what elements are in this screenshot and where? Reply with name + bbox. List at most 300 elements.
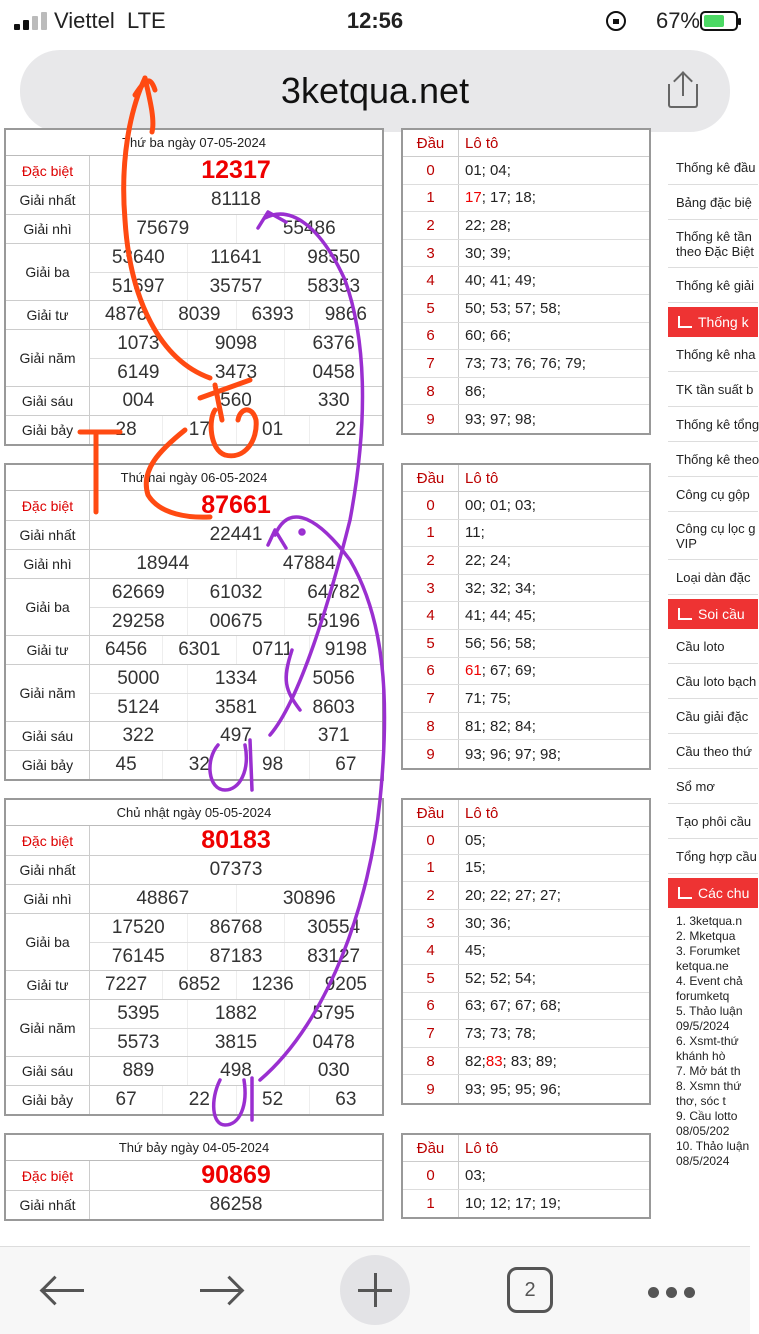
prize-row-first <box>6 186 382 215</box>
prize-number: 87661 <box>201 491 271 519</box>
prize-label: Giải năm <box>6 330 90 386</box>
prize-number: 030 <box>284 1057 382 1085</box>
prize-label: Giải năm <box>6 665 90 721</box>
prize-number: 45 <box>115 754 137 775</box>
prize-number: 9866 <box>309 301 382 329</box>
loto-head-digit: 6 <box>403 323 459 350</box>
loto-row <box>403 378 649 406</box>
loto-head-digit: 5 <box>403 630 459 657</box>
arrow-left-icon <box>44 1289 84 1292</box>
loto-head-digit: 6 <box>403 993 459 1020</box>
new-tab-button[interactable] <box>340 1255 410 1325</box>
loto-values: 30; 36; <box>465 914 511 932</box>
prize-row-seventh <box>6 1086 382 1114</box>
prize-number: 5124 <box>117 696 160 718</box>
prize-label: Giải sáu <box>6 722 90 750</box>
battery-percent: 67% <box>655 8 700 33</box>
prize-row-fifth <box>6 1000 382 1057</box>
loto-head-digit: 5 <box>403 295 459 322</box>
prize-row-fourth <box>6 971 382 1000</box>
sidebar-link[interactable]: Cầu giải đặc <box>668 699 758 734</box>
loto-row <box>403 267 649 295</box>
prize-number: 52 <box>236 1086 309 1114</box>
prize-number: 560 <box>187 387 285 415</box>
prize-row-seventh <box>6 751 382 779</box>
topic-link[interactable]: 1. 3ketqua.n <box>676 914 743 928</box>
result-table <box>4 128 384 446</box>
topic-link[interactable]: ketqua.ne <box>676 959 729 973</box>
loto-values: 22; 28; <box>465 216 511 234</box>
prize-number: 83127 <box>284 943 382 970</box>
loto-head-digit: 0 <box>403 827 459 854</box>
prize-number: 22441 <box>209 524 263 545</box>
loto-head-digit: 8 <box>403 713 459 740</box>
prize-label: Đặc biệt <box>6 1161 90 1190</box>
topic-link[interactable]: 10. Thảo luận <box>676 1139 750 1153</box>
more-menu-button[interactable] <box>648 1287 696 1299</box>
result-table <box>4 798 384 1116</box>
search-icon <box>678 608 692 620</box>
loto-row <box>403 993 649 1021</box>
prize-number: 61032 <box>187 579 285 607</box>
topic-link[interactable]: thơ, sóc t <box>676 1094 726 1108</box>
result-date-header: Thứ ba ngày 07-05-2024 <box>6 130 382 156</box>
prize-label: Giải nhì <box>6 215 90 243</box>
loto-head-digit: 2 <box>403 212 459 239</box>
loto-row <box>403 602 649 630</box>
loto-values: 40; 41; 49; <box>465 272 536 290</box>
prize-number: 67 <box>309 751 382 779</box>
sidebar-link[interactable]: Tổng hợp cầu <box>668 839 758 874</box>
prize-row-fourth <box>6 636 382 665</box>
loto-head-digit: 0 <box>403 492 459 519</box>
prize-number: 75679 <box>136 218 190 239</box>
prize-number: 17520 <box>111 917 165 938</box>
sidebar-link[interactable]: Loại dàn đặc <box>668 560 758 595</box>
loto-table <box>401 463 651 770</box>
loto-highlight: 61 <box>465 662 482 680</box>
loto-table <box>401 798 651 1105</box>
prize-number: 98550 <box>284 244 382 272</box>
loto-head-digit: 8 <box>403 378 459 405</box>
loto-values: 15; <box>465 859 486 877</box>
loto-values: 82; 83 ; 83; 89; <box>465 1052 557 1070</box>
prize-number: 004 <box>122 390 155 411</box>
prize-number: 6852 <box>162 971 235 999</box>
loto-values: 30; 39; <box>465 244 511 262</box>
prize-number: 1334 <box>187 665 285 693</box>
loto-values: 60; 66; <box>465 327 511 345</box>
loto-row <box>403 855 649 883</box>
loto-values: 22; 24; <box>465 551 511 569</box>
loto-head-digit: 7 <box>403 350 459 377</box>
loto-head-label: Đầu <box>403 130 459 156</box>
topic-link[interactable]: khánh hò <box>676 1049 726 1063</box>
loto-head-digit: 2 <box>403 882 459 909</box>
prize-number: 12317 <box>201 156 271 184</box>
sidebar-link[interactable]: Công cụ lọc g VIP <box>668 512 758 560</box>
prize-label: Giải ba <box>6 579 90 635</box>
loto-row <box>403 350 649 378</box>
prize-number: 58353 <box>284 273 382 300</box>
prize-number: 67 <box>115 1089 137 1110</box>
loto-values: 00; 01; 03; <box>465 496 536 514</box>
loto-head-digit: 5 <box>403 965 459 992</box>
topic-link[interactable]: 4. Event chả <box>676 974 743 988</box>
topic-link[interactable]: 8. Xsmn thứ <box>676 1079 742 1093</box>
loto-head-digit: 9 <box>403 1075 459 1103</box>
topic-link[interactable]: 5. Thảo luận <box>676 1004 743 1018</box>
loto-row <box>403 212 649 240</box>
prize-number: 497 <box>187 722 285 750</box>
prize-number: 51697 <box>111 275 165 297</box>
prize-row-fourth <box>6 301 382 330</box>
loto-values: 01; 04; <box>465 161 511 179</box>
prize-label: Giải nhất <box>6 521 90 549</box>
loto-head-digit: 2 <box>403 547 459 574</box>
loto-values: 93; 96; 97; 98; <box>465 745 561 763</box>
prize-number: 30554 <box>284 914 382 942</box>
topic-link[interactable]: 6. Xsmt-thứ <box>676 1034 739 1048</box>
prize-number: 330 <box>284 387 382 415</box>
sidebar-link[interactable]: Thống kê nha <box>668 337 758 372</box>
loto-values: 81; 82; 84; <box>465 717 536 735</box>
prize-number: 5395 <box>117 1003 160 1024</box>
prize-number: 1882 <box>187 1000 285 1028</box>
prize-number: 00675 <box>187 608 285 635</box>
loto-head-label: Đầu <box>403 465 459 491</box>
prize-number: 22 <box>309 416 382 444</box>
carrier-label: Viettel LTE <box>54 8 166 33</box>
prize-number: 63 <box>309 1086 382 1114</box>
prize-label: Giải ba <box>6 914 90 970</box>
prize-row-special <box>6 491 382 521</box>
result-date-header: Chủ nhật ngày 05-05-2024 <box>6 800 382 826</box>
prize-label: Giải tư <box>6 971 90 999</box>
result-table <box>4 463 384 781</box>
prize-row-sixth <box>6 387 382 416</box>
loto-tail-label: Lô tô <box>465 134 499 152</box>
prize-number: 86768 <box>187 914 285 942</box>
prize-label: Giải sáu <box>6 1057 90 1085</box>
prize-number: 889 <box>122 1060 155 1081</box>
loto-table <box>401 1133 651 1219</box>
loto-tail-label: Lô tô <box>465 1139 499 1157</box>
prize-label: Giải nhất <box>6 856 90 884</box>
prize-number: 8603 <box>284 694 382 721</box>
loto-head-digit: 3 <box>403 240 459 267</box>
prize-row-special <box>6 1161 382 1191</box>
prize-label: Giải ba <box>6 244 90 300</box>
loto-row <box>403 630 649 658</box>
prize-label: Giải tư <box>6 301 90 329</box>
sidebar-link[interactable]: Cầu loto bạch <box>668 664 758 699</box>
loto-values: 50; 53; 57; 58; <box>465 299 561 317</box>
right-sidebar <box>668 150 758 1169</box>
prize-row-seventh <box>6 416 382 444</box>
prize-number: 5795 <box>284 1000 382 1028</box>
prize-number: 5000 <box>117 668 160 689</box>
loto-head-digit: 1 <box>403 520 459 547</box>
loto-row <box>403 882 649 910</box>
loto-row <box>403 1075 649 1103</box>
loto-values: 41; 44; 45; <box>465 607 536 625</box>
prize-number: 35757 <box>187 273 285 300</box>
sidebar-link[interactable]: Tạo phôi cầu <box>668 804 758 839</box>
loto-tail-label: Lô tô <box>465 804 499 822</box>
prize-row-first <box>6 856 382 885</box>
prize-number: 17 <box>162 416 235 444</box>
prize-row-second <box>6 215 382 244</box>
sidebar-link[interactable]: Thống kê tổng <box>668 407 758 442</box>
loto-row <box>403 295 649 323</box>
loto-head-digit: 4 <box>403 267 459 294</box>
loto-values: 10; 12; 17; 19; <box>465 1194 561 1212</box>
prize-number: 28 <box>115 419 137 440</box>
loto-values: 11; <box>465 524 485 542</box>
prize-number: 5056 <box>284 665 382 693</box>
sidebar-link[interactable]: Bảng đặc biệ <box>668 185 758 220</box>
loto-tail-label: Lô tô <box>465 469 499 487</box>
prize-number: 01 <box>236 416 309 444</box>
topic-link[interactable]: 3. Forumket <box>676 944 741 958</box>
arrow-right-icon <box>200 1289 240 1292</box>
users-icon <box>678 887 692 899</box>
prize-row-second <box>6 550 382 579</box>
loto-values: 73; 73; 78; <box>465 1024 536 1042</box>
sidebar-link[interactable]: Công cụ gộp <box>668 477 758 512</box>
prize-number: 76145 <box>111 945 165 967</box>
prize-number: 7227 <box>104 974 148 995</box>
topic-link[interactable]: 9. Cầu lotto <box>676 1109 738 1123</box>
prize-label: Đặc biệt <box>6 826 90 855</box>
prize-number: 3473 <box>187 359 285 386</box>
sidebar-link[interactable]: Cầu theo thứ <box>668 734 758 769</box>
prize-number: 11641 <box>187 244 285 272</box>
loto-head-digit: 7 <box>403 685 459 712</box>
prize-number: 55196 <box>284 608 382 635</box>
browser-toolbar <box>0 1246 750 1334</box>
prize-row-first <box>6 1191 382 1219</box>
prize-number: 90869 <box>201 1161 271 1189</box>
battery-icon <box>700 11 738 31</box>
loto-values: 93; 97; 98; <box>465 410 536 428</box>
prize-number: 6301 <box>162 636 235 664</box>
loto-head-digit: 4 <box>403 602 459 629</box>
loto-highlight: 83 <box>485 1052 503 1070</box>
loto-highlight: 17 <box>465 189 482 207</box>
prize-number: 29258 <box>111 610 165 632</box>
topic-list <box>668 908 758 1169</box>
tabs-button[interactable]: 2 <box>507 1267 553 1313</box>
prize-number: 07373 <box>209 859 263 880</box>
topic-link[interactable]: 09/5/2024 <box>676 1019 730 1033</box>
loto-head-digit: 1 <box>403 1190 459 1218</box>
prize-row-fifth <box>6 665 382 722</box>
prize-label: Giải bảy <box>6 1086 90 1114</box>
loto-head-digit: 6 <box>403 658 459 685</box>
address-bar[interactable] <box>20 50 730 132</box>
prize-number: 6393 <box>236 301 309 329</box>
prize-number: 0711 <box>236 636 309 664</box>
chart-icon <box>678 316 692 328</box>
prize-number: 371 <box>284 722 382 750</box>
prize-number: 3581 <box>187 694 285 721</box>
topic-link[interactable]: 7. Mở bát th <box>676 1064 741 1078</box>
prize-number: 0458 <box>284 359 382 386</box>
prize-number: 47884 <box>236 550 383 578</box>
loto-values: 20; 22; 27; 27; <box>465 886 561 904</box>
loto-head-digit: 8 <box>403 1048 459 1075</box>
back-button[interactable] <box>28 1261 98 1321</box>
loto-values: 61 ; 67; 69; <box>465 662 536 680</box>
prize-number: 1073 <box>117 333 160 354</box>
prize-row-first <box>6 521 382 550</box>
sidebar-link[interactable]: Thống kê giải <box>668 268 758 303</box>
prize-number: 80183 <box>201 826 271 854</box>
sidebar-link[interactable]: Sổ mơ <box>668 769 758 804</box>
loto-row <box>403 157 649 185</box>
prize-label: Đặc biệt <box>6 156 90 185</box>
loto-values: 71; 75; <box>465 689 511 707</box>
topic-link[interactable]: 08/5/2024 <box>676 1154 730 1168</box>
loto-row <box>403 685 649 713</box>
prize-number: 9205 <box>309 971 382 999</box>
prize-number: 6149 <box>117 361 160 383</box>
prize-number: 9098 <box>187 330 285 358</box>
loto-row <box>403 240 649 268</box>
loto-row <box>403 937 649 965</box>
prize-row-second <box>6 885 382 914</box>
page-content[interactable] <box>0 134 759 1246</box>
prize-number: 64782 <box>284 579 382 607</box>
clock: 12:56 <box>346 8 404 33</box>
sidebar-link[interactable]: Cầu loto <box>668 629 758 664</box>
prize-number: 0478 <box>284 1029 382 1056</box>
topic-link[interactable]: forumketq <box>676 989 730 1003</box>
prize-number: 22 <box>162 1086 235 1114</box>
loto-values: 93; 95; 95; 96; <box>465 1080 561 1098</box>
loto-table <box>401 128 651 435</box>
prize-label: Giải nhất <box>6 186 90 214</box>
prize-number: 55486 <box>236 215 383 243</box>
loto-head-digit: 0 <box>403 1162 459 1189</box>
loto-values: 63; 67; 67; 68; <box>465 997 561 1015</box>
loto-head-digit: 3 <box>403 910 459 937</box>
result-table <box>4 1133 384 1221</box>
loto-row <box>403 1020 649 1048</box>
prize-row-sixth <box>6 722 382 751</box>
loto-row <box>403 1190 649 1218</box>
prize-row-fifth <box>6 330 382 387</box>
prize-label: Giải tư <box>6 636 90 664</box>
sidebar-link[interactable]: Thống kê đầu <box>668 150 758 185</box>
loto-row <box>403 965 649 993</box>
loto-row <box>403 740 649 768</box>
loto-head-digit: 4 <box>403 937 459 964</box>
prize-label: Giải sáu <box>6 387 90 415</box>
share-icon[interactable] <box>668 72 698 108</box>
prize-number: 322 <box>122 725 155 746</box>
prize-number: 62669 <box>111 582 165 603</box>
sidebar-link[interactable]: Thống kê theo <box>668 442 758 477</box>
prize-number: 81118 <box>210 189 261 210</box>
loto-row <box>403 185 649 213</box>
sidebar-link[interactable]: Thống kê tần theo Đặc Biệt <box>668 220 758 268</box>
loto-values: 17 ; 17; 18; <box>465 189 536 207</box>
loto-row <box>403 323 649 351</box>
sidebar-link[interactable]: TK tần suất b <box>668 372 758 407</box>
prize-number: 86258 <box>209 1194 263 1215</box>
loto-values: 32; 32; 34; <box>465 579 536 597</box>
prize-label: Giải bảy <box>6 751 90 779</box>
loto-values: 03; <box>465 1166 486 1184</box>
prize-number: 18944 <box>136 553 190 574</box>
loto-head-label: Đầu <box>403 1135 459 1161</box>
loto-row <box>403 910 649 938</box>
prize-label: Đặc biệt <box>6 491 90 520</box>
status-bar <box>0 0 750 44</box>
prize-label: Giải năm <box>6 1000 90 1056</box>
topic-link[interactable]: 2. Mketqua <box>676 929 736 943</box>
prize-number: 98 <box>236 751 309 779</box>
url-text[interactable]: 3ketqua.net <box>280 70 470 111</box>
loto-head-digit: 1 <box>403 185 459 212</box>
prize-number: 4876 <box>104 304 148 325</box>
forward-button[interactable] <box>184 1261 254 1321</box>
loto-head-digit: 9 <box>403 740 459 768</box>
loto-row <box>403 713 649 741</box>
prize-number: 53640 <box>111 247 165 268</box>
loto-row <box>403 658 649 686</box>
prize-number: 32 <box>162 751 235 779</box>
sidebar-section-header: Thống k <box>668 307 758 337</box>
sidebar-section-header: Soi cầu <box>668 599 758 629</box>
topic-link[interactable]: 08/05/202 <box>676 1124 730 1138</box>
loto-values: 52; 52; 54; <box>465 969 536 987</box>
prize-label: Giải nhì <box>6 550 90 578</box>
prize-row-sixth <box>6 1057 382 1086</box>
prize-row-special <box>6 826 382 856</box>
prize-label: Giải bảy <box>6 416 90 444</box>
loto-row <box>403 547 649 575</box>
loto-values: 73; 73; 76; 76; 79; <box>465 354 586 372</box>
loto-head-digit: 1 <box>403 855 459 882</box>
rotation-lock-icon <box>606 11 626 31</box>
loto-values: 56; 56; 58; <box>465 634 536 652</box>
loto-values: 45; <box>465 942 486 960</box>
loto-row <box>403 1048 649 1076</box>
prize-label: Giải nhất <box>6 1191 90 1219</box>
prize-number: 3815 <box>187 1029 285 1056</box>
prize-number: 48867 <box>136 888 190 909</box>
loto-head-digit: 7 <box>403 1020 459 1047</box>
loto-row <box>403 575 649 603</box>
prize-number: 498 <box>187 1057 285 1085</box>
result-date-header: Thứ hai ngày 06-05-2024 <box>6 465 382 491</box>
prize-row-third <box>6 244 382 301</box>
result-date-header: Thứ bảy ngày 04-05-2024 <box>6 1135 382 1161</box>
loto-row <box>403 1162 649 1190</box>
loto-head-label: Đầu <box>403 800 459 826</box>
prize-row-third <box>6 579 382 636</box>
prize-number: 9198 <box>309 636 382 664</box>
prize-row-third <box>6 914 382 971</box>
loto-head-digit: 9 <box>403 405 459 433</box>
loto-head-digit: 0 <box>403 157 459 184</box>
prize-number: 87183 <box>187 943 285 970</box>
loto-row <box>403 520 649 548</box>
